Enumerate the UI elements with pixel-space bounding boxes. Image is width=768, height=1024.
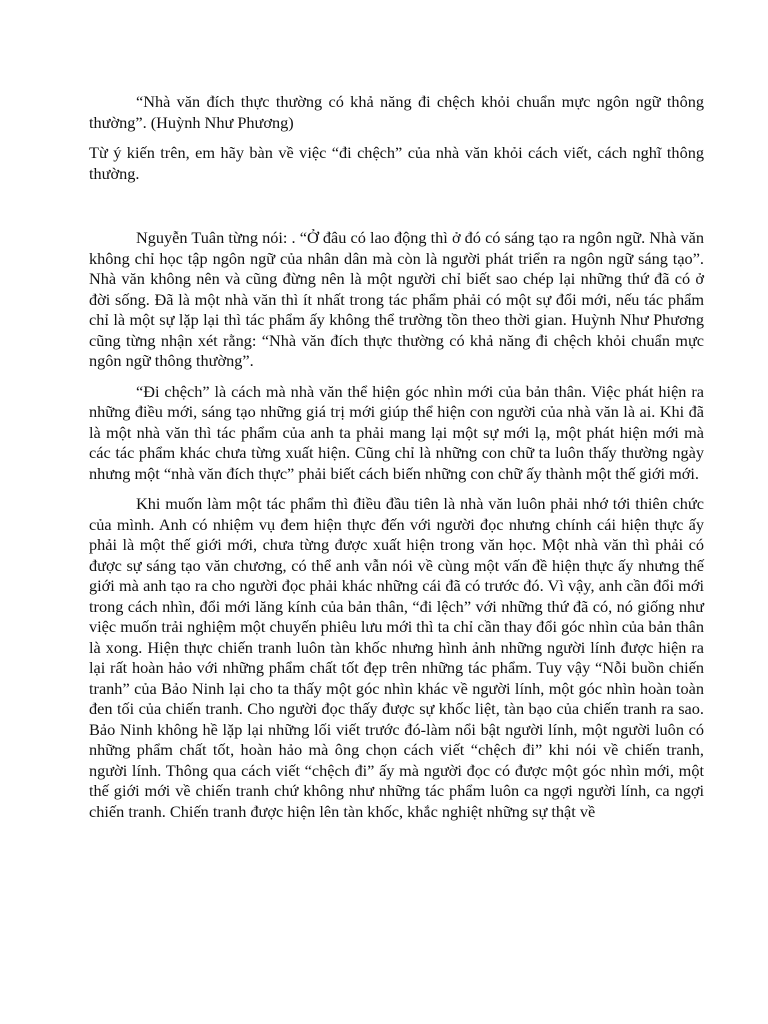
essay-prompt: Từ ý kiến trên, em hãy bàn về việc “đi chệch” của nhà văn khỏi cách viết, cách nghĩ thông thường. [89,143,704,183]
body-paragraph-3: Khi muốn làm một tác phẩm thì điều đầu tiên là nhà văn luôn phải nhớ tới thiên chức của mình. Anh có nhiệm vụ đem hiện thực đến với người đọc nhưng chính cái hiện thực ấy phải là một thế giới mới, chưa từng được xuất hiện trong văn học. Một nhà văn thì phải có được sự sáng tạo văn chương, có thể anh vẫn nói về cùng một vấn đề hiện thực ấy nhưng thế giới mà anh tạo ra cho người đọc phải khác những cái đã có trước đó. Vì vậy, anh cần đổi mới trong cách nhìn, đổi mới lăng kính của bản thân, “đi lệch” với những thứ đã có, nó giống như việc muốn trải nghiệm một chuyến phiêu lưu mới thì ta chỉ cần thay đổi góc nhìn của bản thân là xong. Hiện thực chiến tranh luôn tàn khốc nhưng hình ảnh những người lính được hiện ra lại rất hoàn hảo với những phẩm chất tốt đẹp trên những tác phẩm. Tuy vậy “Nỗi buồn chiến tranh” của Bảo Ninh lại cho ta thấy một góc nhìn khác về người lính, một góc nhìn hoàn toàn đen tối của chiến tranh. Cho người đọc thấy được sự khốc liệt, tàn bạo của chiến tranh ra sao. Bảo Ninh không hề lặp lại những lối viết trước đó-làm nổi bật người lính, một người luôn có những phẩm chất tốt, hoàn hảo mà ông chọn cách viết “chệch đi” khi nói về chiến tranh, người lính. Thông qua cách viết “chệch đi” ấy mà người đọc có được một góc nhìn mới, một thế giới mới về chiến tranh chứ không như những tác phẩm luôn ca ngợi người lính, ca ngợi chiến tranh. Chiến tranh được hiện lên tàn khốc, khắc nghiệt những sự thật về [89,494,704,821]
spacer [89,184,704,228]
body-paragraph-1: Nguyễn Tuân từng nói: . “Ở đâu có lao động thì ở đó có sáng tạo ra ngôn ngữ. Nhà văn không chỉ học tập ngôn ngữ của nhân dân mà còn là người phát triển ra ngôn ngữ sáng tạo”. Nhà văn không nên và cũng đừng nên là một người chỉ biết sao chép lại những thứ đã có ở đời sống. Đã là một nhà văn thì ít nhất trong tác phẩm phải có một sự đổi mới, nếu tác phẩm chỉ là một sự lặp lại thì tác phẩm ấy không thể trường tồn theo thời gian. Huỳnh Như Phương cũng từng nhận xét rằng: “Nhà văn đích thực thường có khả năng đi chệch khỏi chuẩn mực ngôn ngữ thông thường”. [89,228,704,370]
document-page [89,92,704,832]
body-paragraph-2: “Đi chệch” là cách mà nhà văn thể hiện góc nhìn mới của bản thân. Việc phát hiện ra những điều mới, sáng tạo những giá trị mới giúp thể hiện con người của nhà văn là ai. Khi đã là một nhà văn thì tác phẩm của anh ta phải mang lại một sự mới lạ, một phát hiện mới mà các tác phẩm khác chưa từng xuất hiện. Cũng chỉ là những con chữ ta luôn thấy thường ngày nhưng một “nhà văn đích thực” phải biết cách biến những con chữ ấy thành một thế giới mới. [89,381,704,483]
quote-paragraph: “Nhà văn đích thực thường có khả năng đi chệch khỏi chuẩn mực ngôn ngữ thông thường”. (Huỳnh Như Phương) [89,92,704,132]
